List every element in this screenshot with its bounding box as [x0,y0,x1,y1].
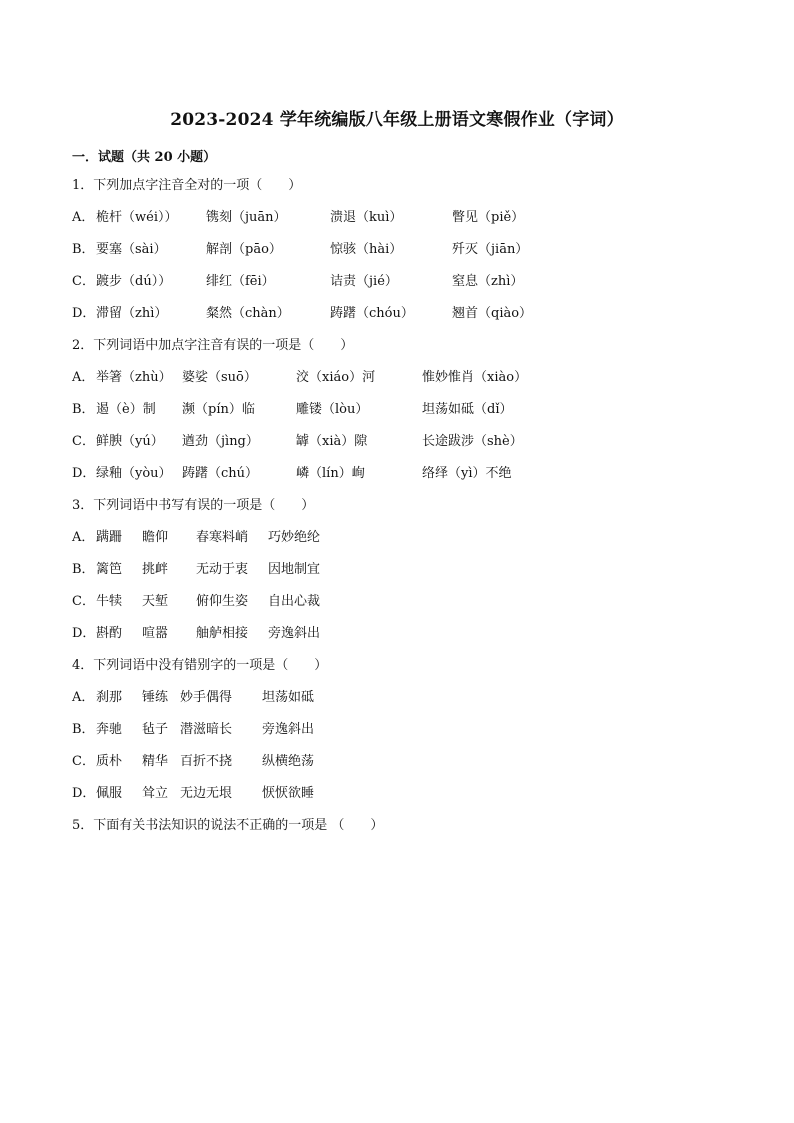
option-item: 桅杆（wéi）） [96,210,178,225]
option-row [72,586,732,618]
option-item: 旁逸斜出 [268,626,321,641]
option-item: 毡子 [142,722,169,737]
option-item: 歼灭（jiān） [452,242,529,257]
option-item: 瞥见（piě） [452,210,525,225]
option-label: B． [72,402,95,417]
option-row [72,266,732,298]
option-item: 踌躇（chú） [182,466,259,481]
option-item: 篱笆 [96,562,123,577]
option-label: A． [72,370,95,385]
option-item: 络绎（yì）不绝 [422,466,512,481]
option-label: A． [72,210,95,225]
option-row [72,682,732,714]
option-item: 举箸（zhù） [96,370,172,385]
question-stem: 2．下列词语中加点字注音有误的一项是（ ） [72,338,354,353]
option-row [72,778,732,810]
option-item: 潜滋暗长 [180,722,233,737]
option-item: 惊骇（hài） [330,242,403,257]
option-item: 自出心裁 [268,594,321,609]
option-row [72,618,732,650]
option-item: 婆娑（suō） [182,370,257,385]
option-item: 溃退（kuì） [330,210,403,225]
option-item: 春寒料峭 [196,530,249,545]
option-item: 百折不挠 [180,754,233,769]
option-row [72,234,732,266]
option-item: 诘责（jié） [330,274,398,289]
option-label: D． [72,786,96,801]
option-item: 翘首（qiào） [452,306,533,321]
option-item: 挑衅 [142,562,169,577]
question-stem: 4．下列词语中没有错别字的一项是（ ） [72,658,328,673]
question-stem: 5．下面有关书法知识的说法不正确的一项是 （ ） [72,818,384,833]
option-item: 窒息（zhì） [452,274,524,289]
option-row [72,362,732,394]
option-row [72,458,732,490]
option-label: D． [72,466,96,481]
option-item: 斟酌 [96,626,123,641]
option-row [72,522,732,554]
option-item: 蹒跚 [96,530,123,545]
option-item: 鲜腴（yú） [96,434,164,449]
option-label: C． [72,274,95,289]
option-label: D． [72,626,96,641]
option-item: 俯仰生姿 [196,594,249,609]
option-label: C． [72,594,95,609]
option-item: 刹那 [96,690,123,705]
section-heading: 一．试题（共 20 小题） [72,150,217,165]
option-item: 粲然（chàn） [206,306,290,321]
option-item: 舳舻相接 [196,626,249,641]
option-label: C． [72,754,95,769]
option-item: 解剖（pāo） [206,242,282,257]
option-item: 踱步（dú）） [96,274,172,289]
option-item: 奔驰 [96,722,123,737]
option-item: 纵横绝荡 [262,754,315,769]
option-row [72,746,732,778]
option-item: 长途跋涉（shè） [422,434,523,449]
option-row [72,554,732,586]
option-label: D． [72,306,96,321]
option-item: 妙手偶得 [180,690,233,705]
option-item: 坦荡如砥 [262,690,315,705]
option-item: 锤练 [142,690,169,705]
option-item: 无动于衷 [196,562,249,577]
option-row [72,298,732,330]
option-item: 嶙（lín）峋 [296,466,365,481]
option-item: 罅（xià）隙 [296,434,368,449]
option-item: 洨（xiáo）河 [296,370,376,385]
option-item: 坦荡如砥（dǐ） [422,402,513,417]
option-label: C． [72,434,95,449]
page-title: 2023-2024 学年统编版八年级上册语文寒假作业（字词） [170,110,624,130]
option-item: 旁逸斜出 [262,722,315,737]
option-item: 精华 [142,754,169,769]
option-item: 镌刻（juān） [206,210,287,225]
option-item: 因地制宜 [268,562,321,577]
option-label: A． [72,690,95,705]
option-item: 无边无垠 [180,786,233,801]
question-stem: 3．下列词语中书写有误的一项是（ ） [72,498,315,513]
option-label: B． [72,722,95,737]
option-item: 喧嚣 [142,626,169,641]
option-item: 踌躇（chóu） [330,306,414,321]
option-row [72,202,732,234]
option-item: 濒（pín）临 [182,402,255,417]
option-item: 惟妙惟肖（xiào） [422,370,528,385]
option-item: 质朴 [96,754,123,769]
option-item: 佩服 [96,786,123,801]
option-item: 耸立 [142,786,169,801]
option-item: 天堑 [142,594,169,609]
option-row [72,394,732,426]
option-item: 巧妙绝纶 [268,530,321,545]
option-row [72,714,732,746]
option-item: 绿釉（yòu） [96,466,172,481]
option-item: 雕镂（lòu） [296,402,369,417]
option-item: 遒劲（jìng） [182,434,259,449]
option-item: 恹恹欲睡 [262,786,315,801]
option-item: 牛犊 [96,594,123,609]
question-list [72,170,732,842]
option-label: B． [72,242,95,257]
option-item: 绯红（fēi） [206,274,275,289]
option-label: B． [72,562,95,577]
option-item: 要塞（sài） [96,242,167,257]
option-label: A． [72,530,95,545]
option-item: 遏（è）制 [96,402,156,417]
question-stem: 1．下列加点字注音全对的一项（ ） [72,178,302,193]
option-item: 滞留（zhì） [96,306,168,321]
option-row [72,426,732,458]
option-item: 瞻仰 [142,530,169,545]
